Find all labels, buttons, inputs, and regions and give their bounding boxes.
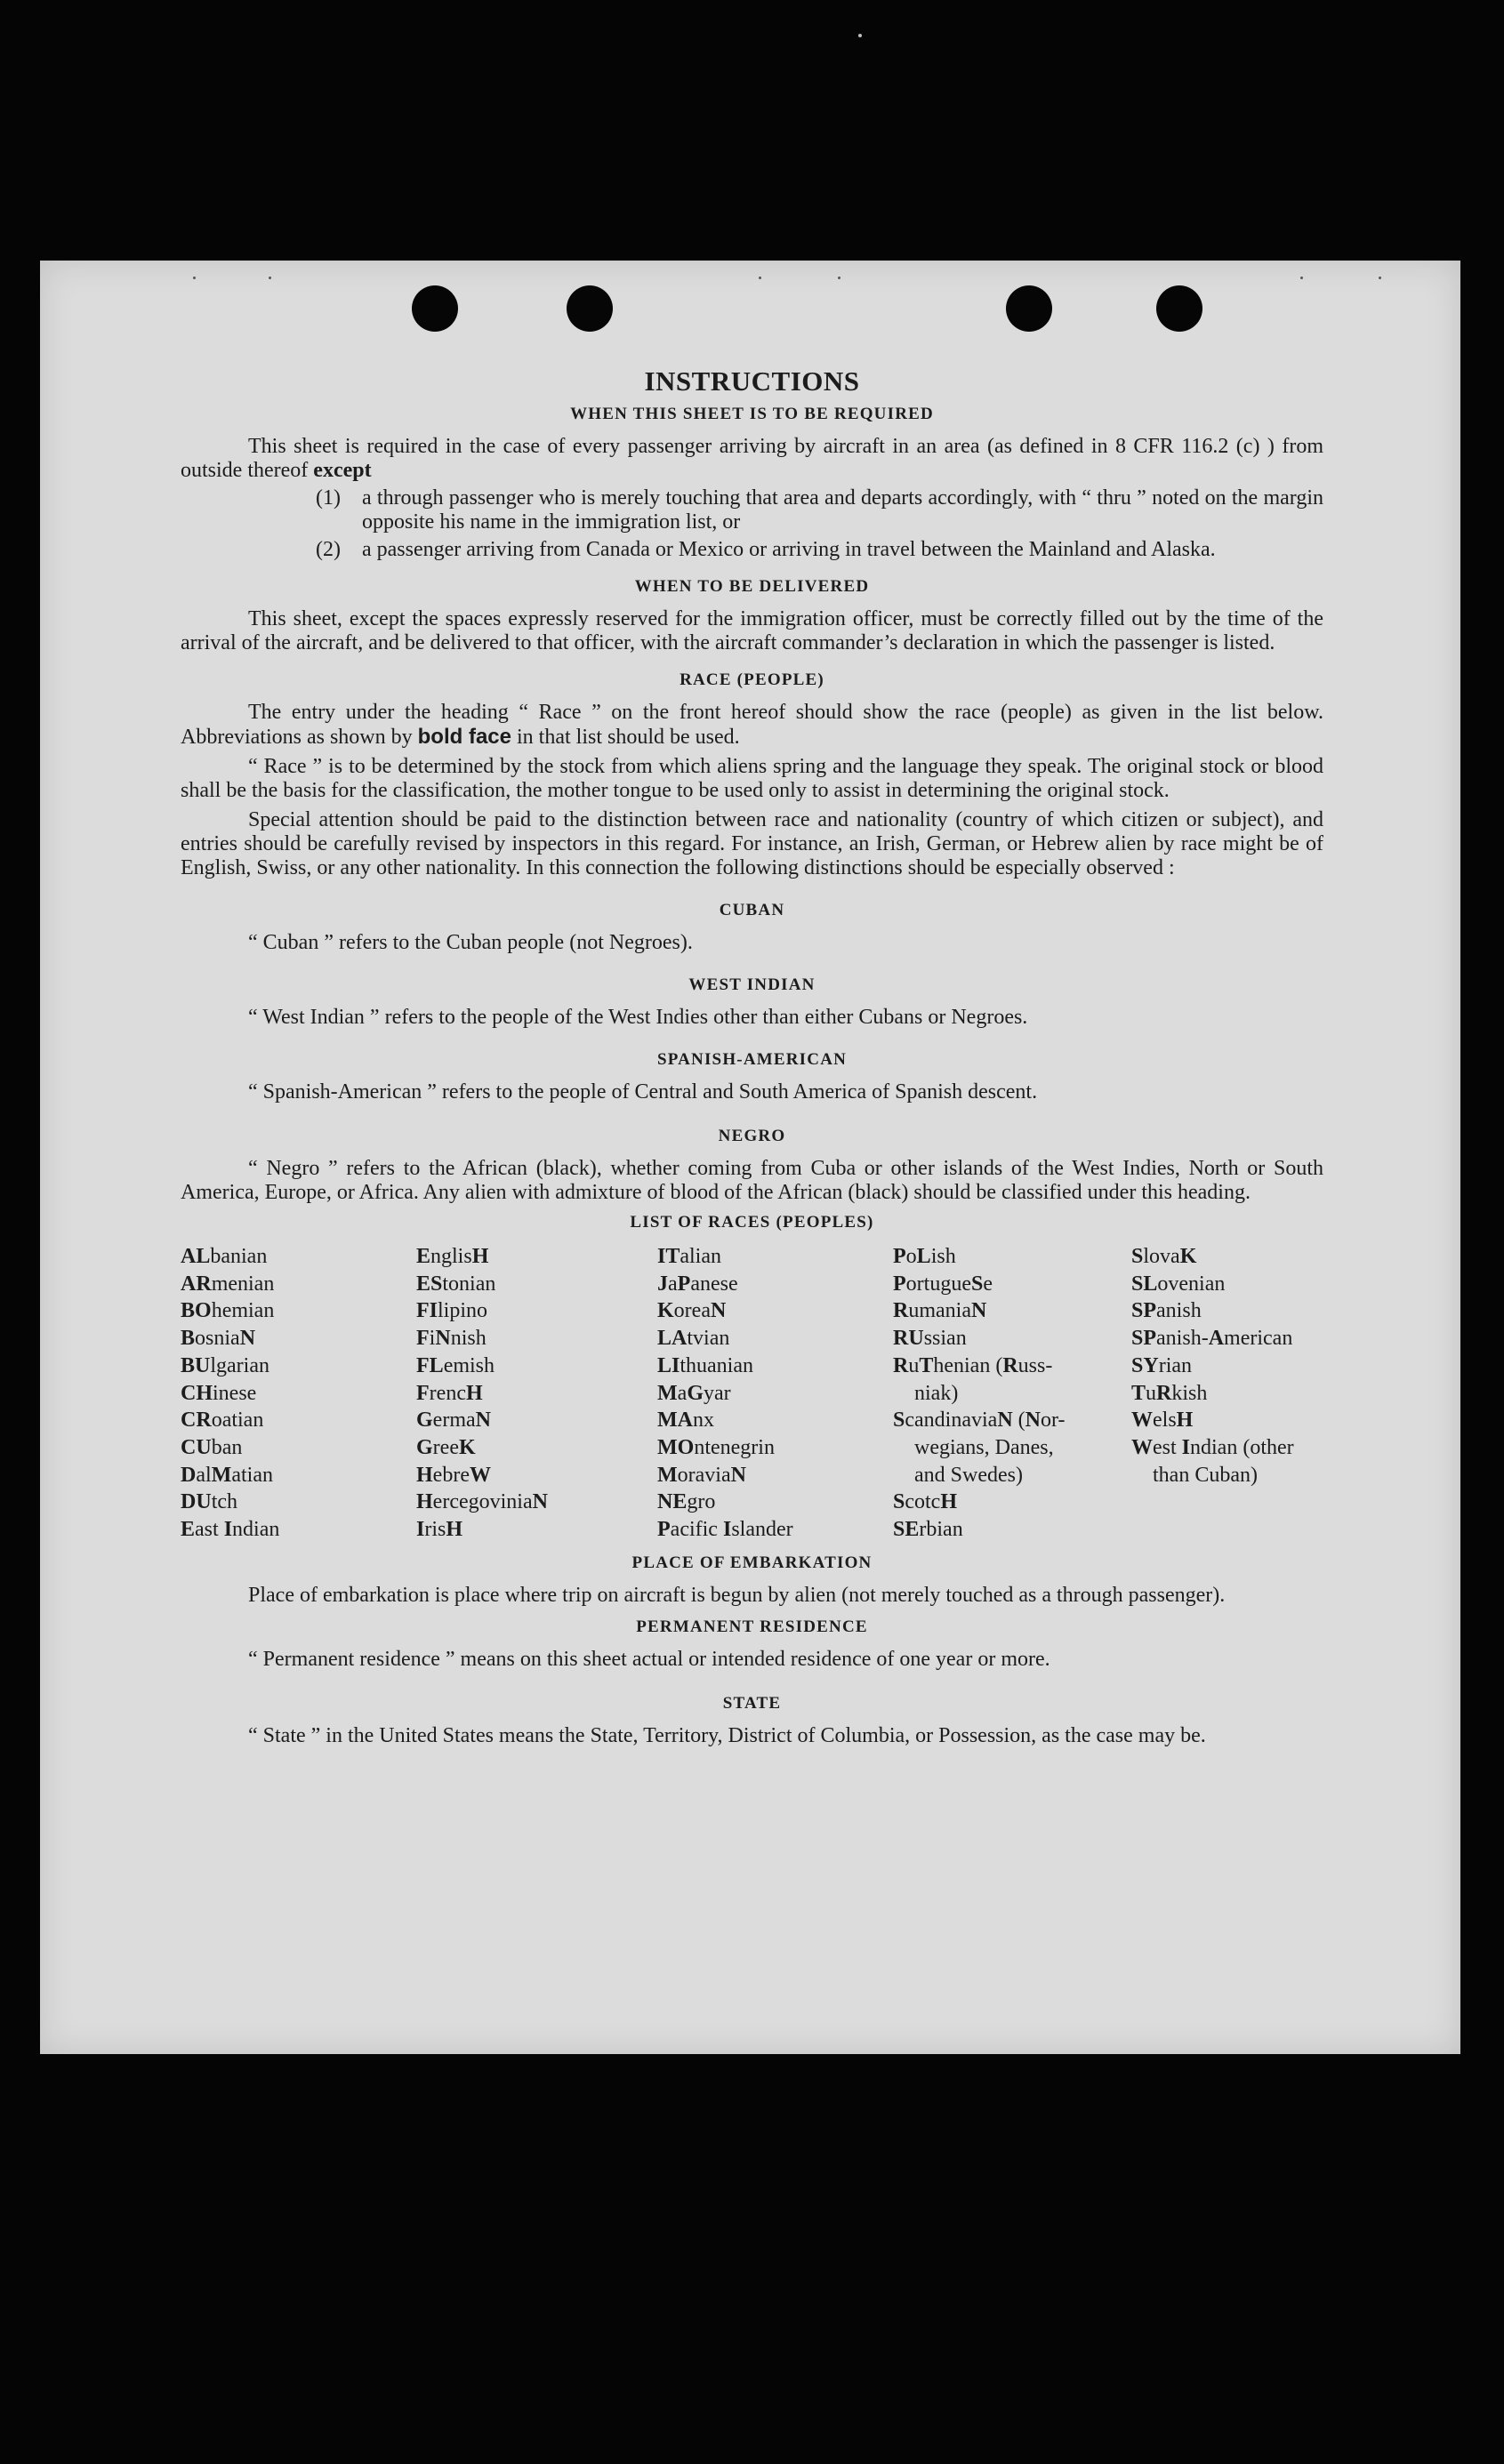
section-heading-negro: NEGRO [718, 1127, 786, 1145]
race-paragraph-3: Special attention should be paid to the distinction between race and nationality (country of which citizen or subject), and entries should be carefully revised by inspectors in this regard. For instance, an Irish, German, or Hebrew alien by race might be of English, Swiss, or any other nationality. In this connection the following distinctions should be especially observed : [181, 808, 1323, 879]
item-number: (2) [316, 538, 341, 561]
race-paragraph-1 [181, 701, 1323, 750]
race-entry: BosniaN [181, 1327, 256, 1351]
race-entry: FrencH [416, 1381, 483, 1405]
race-entry: East Indian [181, 1518, 280, 1542]
punch-hole [1156, 285, 1202, 332]
residence-text: “ Permanent residence ” means on this sheet actual or intended residence of one year or more. [248, 1647, 1050, 1671]
race-entry: ARmenian [181, 1272, 275, 1296]
race-entry: MoraviaN [657, 1463, 746, 1487]
race-entry: SPanish-American [1131, 1327, 1293, 1351]
race-entry: and Swedes) [914, 1463, 1023, 1487]
race-entry: ITalian [657, 1245, 721, 1268]
race-entry: West Indian (other [1131, 1435, 1294, 1459]
race-entry: HebreW [416, 1463, 491, 1487]
race-entry: WelsH [1131, 1409, 1194, 1433]
race-entry: DalMatian [181, 1463, 273, 1487]
negro-text: “ Negro ” refers to the African (black), whether coming from Cuba or other islands of the West Indies, North or South America, Europe, or Africa. Any alien with admixture of blood of the African (black) should be classified under this heading. [181, 1157, 1323, 1204]
required-intro-bold: except [313, 459, 372, 482]
race-entry: SLovenian [1131, 1272, 1226, 1296]
instruction-sheet [40, 261, 1460, 2054]
west-indian-text: “ West Indian ” refers to the people of the West Indies other than either Cubans or Negroes. [248, 1006, 1028, 1029]
race-entry: CHinese [181, 1381, 257, 1405]
race-entry: LIthuanian [657, 1353, 753, 1377]
race-entry: SlovaK [1131, 1245, 1197, 1268]
section-heading-required: WHEN THIS SHEET IS TO BE REQUIRED [570, 405, 934, 423]
race-entry: RuThenian (Russ- [893, 1353, 1053, 1377]
race-entry: ALbanian [181, 1245, 268, 1268]
race-entry: RUssian [893, 1327, 967, 1351]
race-column [416, 1243, 657, 1544]
race-entry: BUlgarian [181, 1353, 269, 1377]
race-entry: CRoatian [181, 1409, 264, 1433]
paper-mark [759, 277, 761, 279]
exception-item [316, 486, 1323, 534]
race-entry: SPanish [1131, 1299, 1202, 1323]
item-text: a passenger arriving from Canada or Mexico or arriving in travel between the Mainland and Alaska. [362, 538, 1216, 561]
race-entry: wegians, Danes, [914, 1435, 1054, 1459]
instructions-content [181, 365, 1323, 1748]
exception-item [316, 538, 1323, 562]
race-entry: FIlipino [416, 1299, 488, 1323]
race-entry: BOhemian [181, 1299, 275, 1323]
punch-hole [567, 285, 613, 332]
punch-hole [1006, 285, 1052, 332]
spanish-american-text: “ Spanish-American ” refers to the people of Central and South America of Spanish descent. [248, 1080, 1038, 1104]
embarkation-text: Place of embarkation is place where trip on aircraft is begun by alien (not merely touched as a through passenger). [248, 1583, 1226, 1607]
section-heading-delivered: WHEN TO BE DELIVERED [634, 577, 870, 596]
section-heading-races: LIST OF RACES (PEOPLES) [630, 1213, 874, 1232]
section-heading-west-indian: WEST INDIAN [688, 975, 816, 994]
race-entry: MAnx [657, 1409, 714, 1433]
race-column [181, 1243, 416, 1544]
required-intro-text: This sheet is required in the case of every passenger arriving by aircraft in an area (as defined in 8 CFR 116.2 (c) ) from outside thereof [181, 435, 1323, 482]
race-entry: niak) [914, 1381, 959, 1405]
race-column [657, 1243, 893, 1544]
section-heading-residence: PERMANENT RESIDENCE [636, 1617, 868, 1636]
paper-mark [193, 277, 196, 279]
race-entry: KoreaN [657, 1299, 727, 1323]
race-entry: SErbian [893, 1518, 963, 1542]
race-entry: GreeK [416, 1435, 476, 1459]
race-entry: EnglisH [416, 1245, 489, 1268]
race-paragraph-2: “ Race ” is to be determined by the stock from which aliens spring and the language they speak. The original stock or blood shall be the basis for the classification, the mother tongue to be used only to assist in determining the original stock. [181, 755, 1323, 802]
race-entry: JaPanese [657, 1272, 738, 1296]
race-p1-b: in that list should be used. [517, 726, 740, 749]
race-p1-a: The entry under the heading “ Race ” on the front hereof should show the race (people) as given in the list below. Abbreviations as shown by [181, 701, 1323, 749]
item-text: a through passenger who is merely touching that area and departs accordingly, with “ thru ” noted on the margin opposite his name in the immigration list, or [362, 486, 1323, 534]
race-entry: ScandinaviaN (Nor- [893, 1409, 1066, 1433]
punch-hole [412, 285, 458, 332]
section-heading-state: STATE [722, 1693, 782, 1713]
paper-mark [1300, 277, 1303, 279]
race-p1-bold: bold face [417, 725, 511, 749]
section-heading-cuban: CUBAN [719, 901, 785, 919]
race-entry: LAtvian [657, 1327, 730, 1351]
race-entry: PoLish [893, 1245, 956, 1268]
delivered-text: This sheet, except the spaces expressly reserved for the immigration officer, must be correctly filled out by the time of the arrival of the aircraft, and be delivered to that officer, with the aircraft commander’s declaration in which the passenger is listed. [181, 607, 1323, 654]
race-column [893, 1243, 1131, 1544]
race-entry: than Cuban) [1153, 1463, 1258, 1487]
race-entry: DUtch [181, 1490, 238, 1514]
race-entry: NEgro [657, 1490, 716, 1514]
race-entry: HercegoviniaN [416, 1490, 548, 1514]
race-entry: MaGyar [657, 1381, 731, 1405]
race-entry: PortugueSe [893, 1272, 993, 1296]
cuban-text: “ Cuban ” refers to the Cuban people (not Negroes). [248, 931, 693, 954]
paper-mark [269, 277, 271, 279]
paper-mark [1379, 277, 1381, 279]
race-entry: GermaN [416, 1409, 491, 1433]
race-entry: SYrian [1131, 1353, 1193, 1377]
page-title: INSTRUCTIONS [644, 365, 860, 397]
dust-speck [858, 34, 862, 37]
race-entry: FLemish [416, 1353, 495, 1377]
race-entry: IrisH [416, 1518, 463, 1542]
race-entry: CUban [181, 1435, 243, 1459]
race-column [1131, 1243, 1323, 1544]
item-number: (1) [316, 486, 341, 510]
race-entry: RumaniaN [893, 1299, 987, 1323]
race-entry: Pacific Islander [657, 1518, 793, 1542]
section-heading-embarkation: PLACE OF EMBARKATION [631, 1553, 873, 1572]
race-entry: EStonian [416, 1272, 496, 1296]
race-entry: FiNnish [416, 1327, 487, 1351]
section-heading-spanish-american: SPANISH-AMERICAN [656, 1050, 848, 1069]
race-list [181, 1243, 1323, 1544]
paper-mark [838, 277, 840, 279]
section-heading-race: RACE (PEOPLE) [680, 670, 824, 689]
state-text: “ State ” in the United States means the State, Territory, District of Columbia, or Possession, as the case may be. [248, 1723, 1206, 1747]
race-entry: ScotcH [893, 1490, 958, 1514]
race-entry: MOntenegrin [657, 1435, 775, 1459]
required-intro [181, 435, 1323, 483]
race-entry: TuRkish [1131, 1381, 1208, 1405]
